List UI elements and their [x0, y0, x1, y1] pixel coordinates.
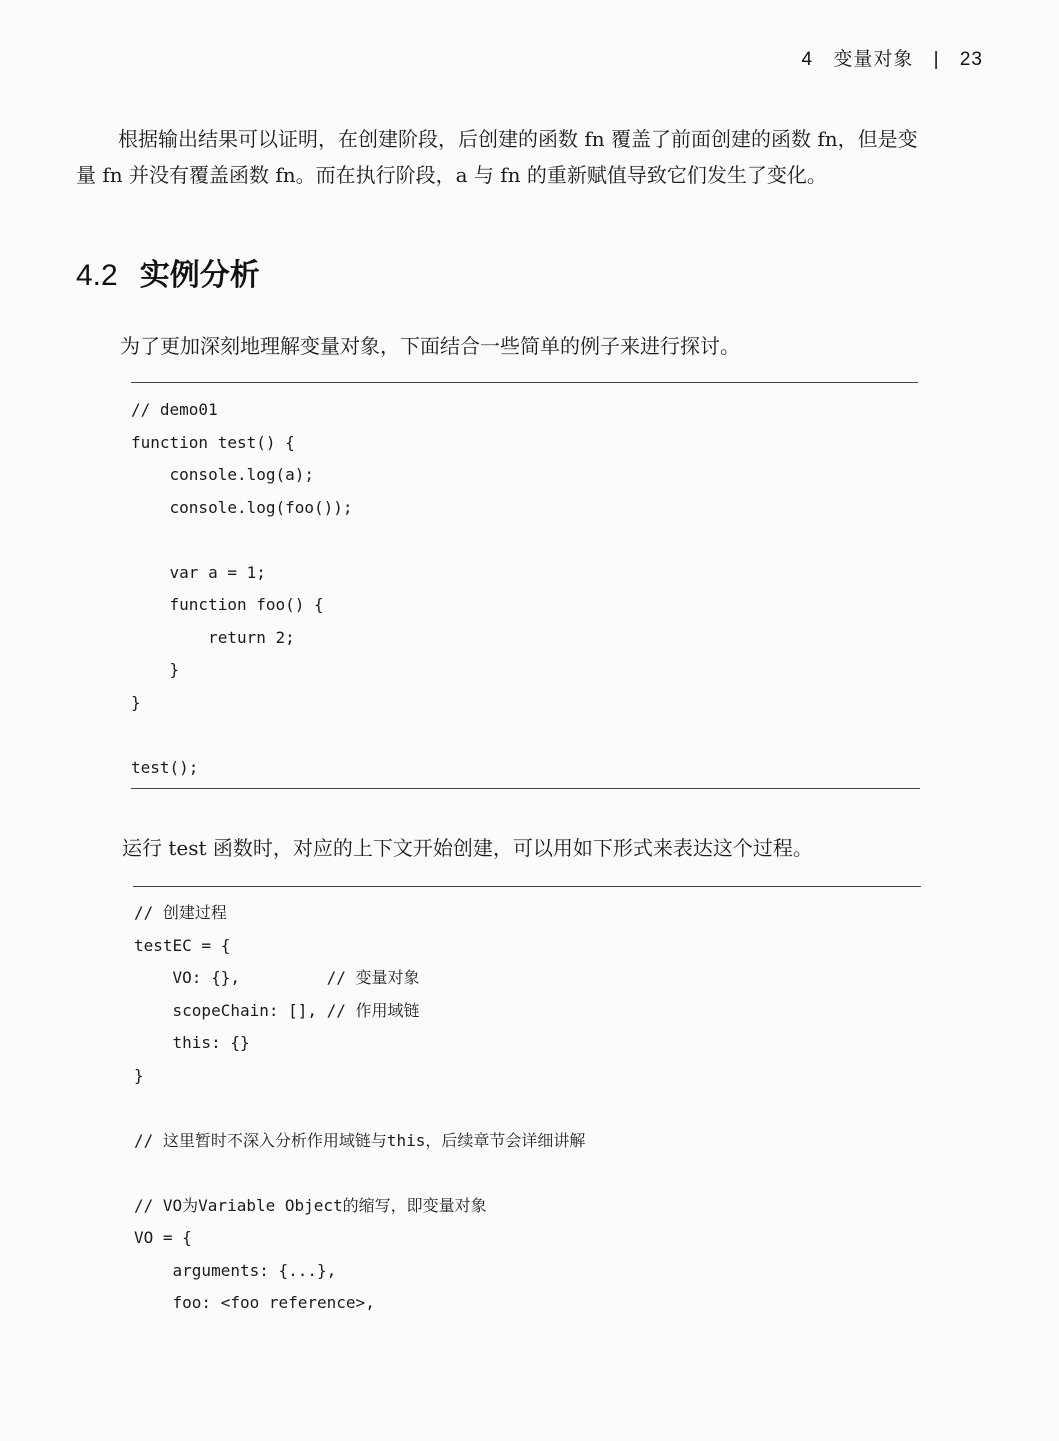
code-block-2-line: // 创建过程: [134, 903, 227, 922]
code-block-2-line: // VO为Variable Object的缩写，即变量对象: [134, 1195, 487, 1215]
code-block-2-line: }: [134, 1065, 144, 1085]
code-block-2-line: foo: <foo reference>,: [134, 1293, 375, 1312]
code-block-1-line: var a = 1;: [131, 562, 266, 582]
code-block-1-line: }: [131, 660, 180, 679]
running-header: [801, 44, 983, 71]
intro-line-1: 根据输出结果可以证明，在创建阶段，后创建的函数 fn 覆盖了前面创建的函数 fn，但是变: [118, 127, 918, 151]
code-block-1-line: }: [131, 692, 141, 712]
section-title: 实例分析: [139, 259, 260, 292]
code-block-1-line: return 2;: [131, 627, 295, 647]
code-block-1-top-rule: [131, 382, 918, 383]
intro-line-2: 量 fn 并没有覆盖函数 fn。而在执行阶段，a 与 fn 的重新赋值导致它们发生了变化。: [76, 163, 827, 187]
code-block-2: [134, 897, 585, 1320]
code-block-1-line: [131, 719, 353, 752]
code-block-1-line: console.log(a);: [131, 465, 315, 484]
middle-paragraph: 运行 test 函数时，对应的上下文开始创建，可以用如下形式来表达这个过程。: [122, 836, 813, 860]
code-block-2-line: // 这里暂时不深入分析作用域链与this，后续章节会详细讲解: [134, 1130, 586, 1150]
code-block-1: [131, 394, 353, 784]
section-intro-paragraph: 为了更加深刻地理解变量对象，下面结合一些简单的例子来进行探讨。: [120, 334, 740, 358]
code-block-1-line: // demo01: [131, 400, 218, 419]
section-number: 4.2: [76, 259, 118, 292]
code-block-2-line: this: {}: [134, 1033, 250, 1052]
intro-paragraph: [76, 121, 986, 193]
section-heading: [76, 250, 260, 294]
code-block-1-line: function foo() {: [131, 595, 324, 614]
code-block-2-line: [134, 1092, 585, 1125]
code-block-2-line: VO: {}, // 变量对象: [134, 968, 420, 987]
code-block-1-line: [131, 524, 353, 557]
code-block-1-line: console.log(foo());: [131, 497, 353, 517]
chapter-number: 4: [801, 49, 814, 70]
chapter-title: 变量对象: [833, 49, 914, 70]
code-block-2-line: arguments: {...},: [134, 1260, 337, 1280]
code-block-1-line: test();: [131, 757, 199, 777]
code-block-2-line: scopeChain: [], // 作用域链: [134, 1000, 420, 1020]
code-block-1-bottom-rule: [131, 788, 920, 789]
page-number: 23: [959, 49, 983, 70]
code-block-2-line: VO = {: [134, 1228, 192, 1247]
header-separator: |: [933, 49, 940, 70]
code-block-1-line: function test() {: [131, 432, 295, 452]
code-block-2-line: testEC = {: [134, 935, 231, 955]
code-block-2-line: [134, 1157, 585, 1190]
code-block-2-top-rule: [133, 886, 921, 887]
